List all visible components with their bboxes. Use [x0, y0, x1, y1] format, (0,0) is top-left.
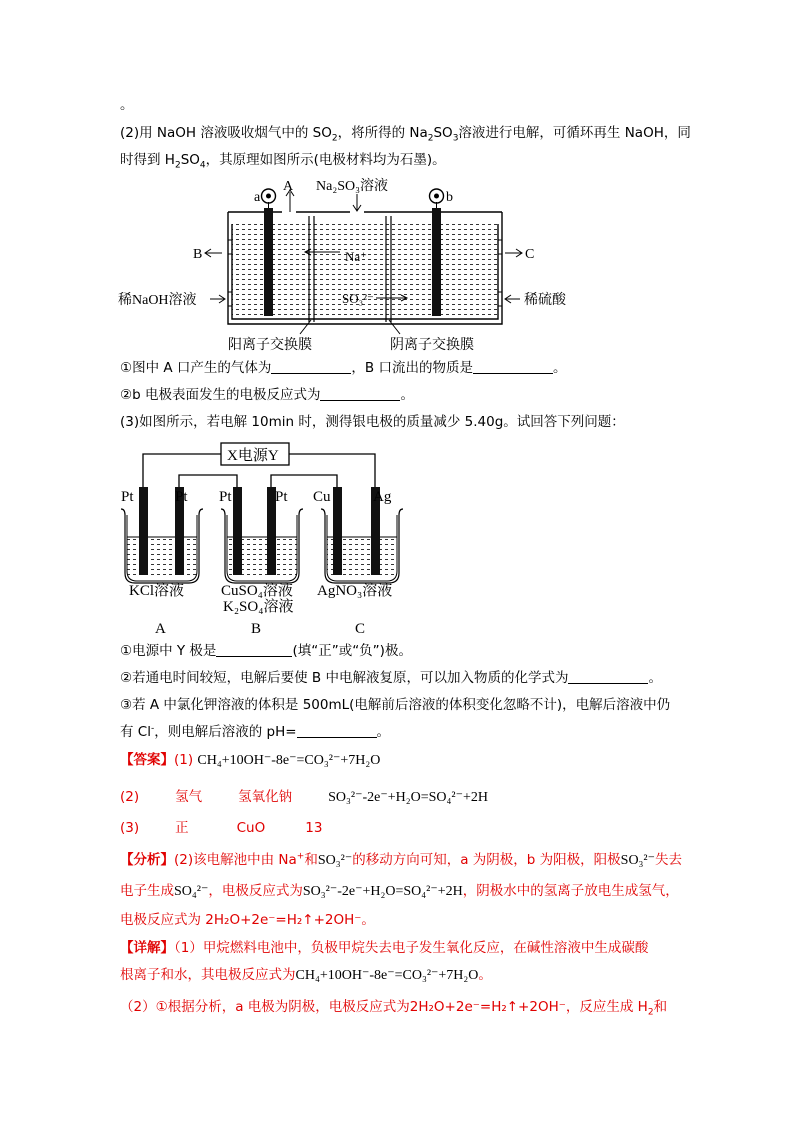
caption-b: B — [251, 621, 262, 637]
question-3-sub3-cont: 有 Cl-，则电解后溶液的 pH= 。 — [120, 723, 391, 740]
question-3: (3)如图所示，若电解 10min 时，测得银电极的质量减少 5.40g。试回答下列问题： — [120, 414, 625, 430]
answer-line2: (2) 氢气 氢氧化钠 SO₃²⁻-2e⁻+H₂O=SO₄²⁻+2H — [120, 789, 489, 805]
answer-formula-2: SO₃²⁻-2e⁻+H₂O=SO₄²⁻+2H — [328, 790, 489, 805]
answer-line1: 【答案】(1) CH₄+10OH⁻-8e⁻=CO₃²⁻+7H₂O — [120, 752, 381, 768]
caption-c: C — [355, 621, 366, 637]
question-3-sub3: ③若 A 中氯化钾溶液的体积是 500mL(电解前后溶液的体积变化忽略不计)，电解后溶液中仍 — [120, 697, 671, 713]
solution-b1: CuSO₄溶液 — [221, 583, 293, 599]
label-anion-membrane: 阴离子交换膜 — [390, 338, 474, 353]
power-source-label: X电源Y — [227, 448, 279, 464]
electrode-label-6: Ag — [373, 489, 392, 505]
label-b: b — [446, 190, 453, 205]
question-2-line2: 时得到 $H_2SO_4$，其原理如图所示(电极材料均为石墨)。 — [120, 152, 446, 171]
label-B: B — [193, 247, 203, 262]
answer-formula-1: CH₄+10OH⁻-8e⁻=CO₃²⁻+7H₂O — [197, 753, 381, 768]
line-period: 。 — [120, 97, 134, 113]
solution-b2: K₂SO₄溶液 — [223, 599, 294, 615]
analysis-line2: 电子生成SO₄²⁻，电极反应式为SO₃²⁻-2e⁻+H₂O=SO₄²⁻+2H，阴极水中的氢离子放电生成氢气， — [120, 883, 679, 899]
question-3-sub1: ①电源中 Y 极是 (填“正”或“负”)极。 — [120, 643, 412, 659]
analysis-line1: 【分析】(2)该电解池中由 Na+和SO₃²⁻的移动方向可知，a 为阴极，b 为阳极，阳极SO₃²⁻失去 — [120, 851, 683, 868]
label-naoh-solution: 稀NaOH溶液 — [118, 293, 197, 308]
electrode-label-5: Cu — [313, 489, 331, 505]
detail-line3: （2）①根据分析，a 电极为阴极，电极反应式为2H₂O+2e⁻=H₂↑+2OH⁻，反应生成 $H_2$和 — [120, 999, 668, 1018]
question-3-sub2: ②若通电时间较短，电解后要使 B 中电解液复原，可以加入物质的化学式为 。 — [120, 670, 662, 686]
electrode-label-3: Pt — [219, 489, 232, 505]
electrolysis-cell-diagram — [110, 172, 566, 357]
label-A: A — [283, 179, 294, 194]
answer-line3: (3) 正 CuO 13 — [120, 820, 323, 836]
solution-a: KCl溶液 — [129, 583, 185, 599]
question-2-sub2: ②b 电极表面发生的电极反应式为 。 — [120, 387, 414, 403]
question-2-sub1: ①图中 A 口产生的气体为 ，B 口流出的物质是 。 — [120, 360, 567, 376]
caption-a: A — [155, 621, 166, 637]
label-so3-ion: SO₃²⁻ — [342, 291, 374, 306]
electrode-label-2: Pt — [175, 489, 188, 505]
label-cation-membrane: 阳离子交换膜 — [228, 338, 312, 353]
label-na2so3: Na₂SO₃溶液 — [316, 179, 388, 194]
detail-line2: 根离子和水，其电极反应式为CH₄+10OH⁻-8e⁻=CO₃²⁻+7H₂O。 — [120, 967, 492, 983]
label-h2so4: 稀硫酸 — [524, 293, 566, 308]
label-C: C — [525, 247, 535, 262]
label-na-ion: Na⁺ — [345, 249, 368, 264]
electrode-label-4: Pt — [275, 489, 288, 505]
analysis-line3: 电极反应式为 2H₂O+2e⁻=H₂↑+2OH⁻。 — [120, 912, 375, 928]
electrode-label-1: Pt — [121, 489, 134, 505]
question-2-line1: (2)用 NaOH 溶液吸收烟气中的 $SO_2$，将所得的 $Na_2SO_3$溶液进行电解，可循环再生 NaOH，同 — [120, 125, 691, 144]
three-beaker-diagram — [115, 437, 415, 637]
detail-line1: 【详解】（1）甲烷燃料电池中，负极甲烷失去电子发生氧化反应，在碱性溶液中生成碳酸 — [120, 940, 649, 956]
label-a: a — [254, 190, 261, 205]
solution-c: AgNO₃溶液 — [317, 583, 393, 599]
